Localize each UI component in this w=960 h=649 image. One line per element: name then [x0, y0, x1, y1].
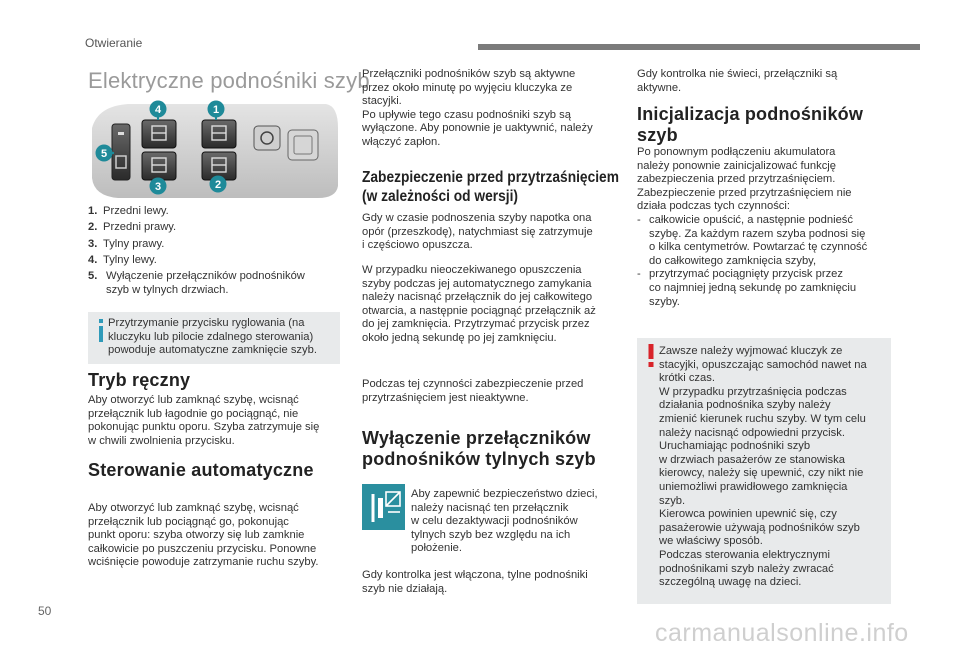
text-line: zmienić kierunek ruchu szyby. W tym celu	[659, 412, 866, 425]
text-line: położenie.	[411, 542, 463, 555]
text-line: całkowicie po puszczeniu przycisku. Ponowne	[88, 542, 317, 555]
text-line: punkt oporu: szyba otworzy się lub zamknie	[88, 529, 305, 542]
manual-mode-heading: Tryb ręczny	[88, 370, 191, 390]
switch-rear-left	[142, 120, 176, 148]
text-line: we właściwy sposób.	[659, 535, 763, 548]
child-lock-icon	[362, 484, 405, 530]
anti-pinch-text-1	[362, 212, 627, 253]
text-line: uniemożliwi prawidłowego zamknięcia	[659, 480, 848, 493]
text-line: Kierowca powinien upewnić się, czy	[659, 508, 837, 521]
svg-text:3: 3	[154, 181, 162, 193]
text-line: Gdy kontrolka jest włączona, tylne podnośniki	[362, 569, 588, 581]
text-line: Gdy kontrolka nie świeci, przełączniki są	[637, 68, 838, 80]
info-icon	[96, 318, 106, 346]
text-line: Podczas tej czynności zabezpieczenie przed	[362, 378, 584, 390]
text-line: Po upływie tego czasu podnośniki szyb są	[362, 108, 571, 121]
text-line: Przełączniki podnośników szyb są aktywne	[362, 68, 576, 80]
info-text-line: Przytrzymanie przycisku ryglowania (na	[108, 317, 305, 329]
text-line: w drzwiach pasażerów ze stanowiska	[659, 453, 845, 466]
window-switch-figure	[88, 98, 340, 201]
text-line: szyby podczas jej automatycznego zamykania	[362, 277, 592, 290]
text-line: Aby otworzyć lub zamknąć szybę, wcisnąć	[88, 394, 299, 406]
text-line: działa podczas tych czynności:	[637, 200, 790, 213]
activation-text	[362, 68, 627, 150]
text-line: Zabezpieczenie przed przytrzaśnięciem nie	[637, 186, 852, 199]
page-title: Elektryczne podnośniki szyb	[88, 68, 370, 93]
text-line: Uruchamiając podnośniki szyb	[659, 440, 811, 453]
auto-mode-text	[88, 502, 348, 570]
text-line: należy nacisnąć odpowiedni przycisk.	[659, 426, 845, 439]
text-line: Zawsze należy wyjmować kluczyk ze	[659, 345, 843, 357]
indicator-off-text	[637, 68, 897, 95]
watermark: carmanualsonline.info	[655, 619, 909, 647]
initialization-heading	[637, 104, 863, 146]
text-line: Podczas sterowania elektrycznymi	[659, 548, 830, 561]
callout-2	[210, 176, 227, 193]
manual-mode-text	[88, 394, 348, 448]
legend-item: 2. Przedni prawy.	[88, 221, 177, 234]
section-label: Otwieranie	[85, 36, 143, 50]
page-number: 50	[38, 604, 52, 618]
callout-3	[150, 178, 167, 195]
initialization-text	[637, 146, 899, 309]
text-line: Po ponownym podłączeniu akumulatora	[637, 146, 836, 158]
legend-item: 4. Tylny lewy.	[88, 253, 157, 266]
svg-text:1: 1	[212, 104, 220, 116]
text-line: wyłączone. Aby ponownie je uaktywnić, należy	[362, 122, 593, 135]
svg-text:5: 5	[100, 148, 108, 160]
text-line: przełącznik lub łagodnie go pociągnąć, nie	[88, 407, 299, 420]
header-bar	[478, 44, 920, 50]
text-line: Gdy w czasie podnoszenia szyby napotka ona	[362, 212, 592, 224]
list-item: - całkowicie opuścić, a następnie podnieść szybę. Za każdym razem szyba podnosi się o kilka centymetrów. Powtarzać tę czynność do całkowitego zamknięcia szyby,	[637, 213, 868, 267]
text-line: włączyć zapłon.	[362, 135, 441, 148]
anti-pinch-text-2	[362, 264, 627, 346]
info-box	[88, 312, 340, 364]
heading-line: szyb	[637, 125, 678, 145]
info-text-line: powoduje automatyczne zamknięcie szyb.	[108, 344, 317, 357]
text-line: krótki czas.	[659, 372, 715, 385]
initialization-steps	[637, 214, 899, 309]
text-line: aktywne.	[637, 81, 682, 94]
text-line: wciśnięcie powoduje zatrzymanie ruchu szyby.	[88, 556, 319, 569]
text-line: otwarcia, a następnie pociągnąć przełącznik aż	[362, 304, 596, 317]
text-line: w chwili zwolnienia przycisku.	[88, 434, 235, 447]
text-line: Aby zapewnić bezpieczeństwo dzieci,	[411, 488, 598, 500]
rear-switch-heading	[362, 428, 596, 470]
text-line: przytrzaśnięciem jest nieaktywne.	[362, 391, 529, 404]
rear-switch-text	[411, 488, 631, 556]
text-line: zabezpieczenia przed przytrzaśnięciem.	[637, 173, 836, 186]
text-line: kierowcy, należy się upewnić, czy nikt nie	[659, 467, 864, 480]
switch-rear-right	[142, 152, 176, 180]
heading-line: Wyłączenie przełączników	[362, 428, 591, 448]
rear-switch-note	[362, 569, 627, 596]
heading-line: podnośników tylnych szyb	[362, 449, 596, 469]
text-line: około jedną sekundę po jej zamknięciu.	[362, 331, 557, 344]
text-line: w celu dezaktywacji podnośników	[411, 515, 578, 528]
text-line: podnośnikami szyb należy zwracać	[659, 562, 834, 575]
warning-box	[637, 338, 891, 604]
list-item: - przytrzymać pociągnięty przycisk przez co najmniej jedną sekundę po zamknięciu szyby.	[637, 268, 857, 308]
text-line: W przypadku nieoczekiwanego opuszczenia	[362, 264, 582, 276]
text-line: przełącznik lub pociągnąć go, pokonując	[88, 515, 289, 528]
text-line: szyb.	[659, 494, 686, 507]
text-line: pokonując punktu oporu. Szyba zatrzymuje się	[88, 421, 320, 434]
switch-front-left	[202, 120, 236, 148]
legend-item: 3. Tylny prawy.	[88, 237, 165, 250]
text-line: pasażerowie używają podnośników szyb	[659, 521, 860, 534]
text-line: należy ponownie zainicjalizować funkcję	[637, 159, 836, 172]
text-line: przez około minutę po wyjęciu kluczyka ze	[362, 81, 573, 94]
text-line: opór (przeszkodę), natychmiast się zatrzymuje	[362, 225, 593, 238]
text-line: szyb nie działają.	[362, 582, 448, 595]
text-line: należy nacisnąć ten przełącznik	[411, 501, 569, 514]
auto-mode-heading: Sterowanie automatyczne	[88, 460, 314, 480]
heading-line: Inicjalizacja podnośników	[637, 104, 864, 124]
window-switch-illustration	[88, 98, 340, 201]
text-line: stacyjki, opuszczając samochód nawet na	[659, 358, 867, 371]
anti-pinch-heading	[362, 168, 661, 206]
svg-text:4: 4	[154, 104, 162, 116]
text-line: szczególną uwagę na dzieci.	[659, 576, 802, 589]
legend-item: 5. Wyłączenie przełączników podnośników szyb w tylnych drzwiach.	[88, 270, 305, 296]
svg-text:2: 2	[214, 179, 222, 191]
heading-line: Zabezpieczenie przed przytrzaśnięciem	[362, 169, 619, 186]
heading-line: (w zależności od wersji)	[362, 188, 518, 205]
text-line: działania podnośnika szyby należy	[659, 399, 831, 412]
text-line: do jej zamknięcia. Przytrzymać przycisk przez	[362, 318, 590, 331]
text-line: i częściowo opuszcza.	[362, 239, 473, 252]
anti-pinch-text-3	[362, 378, 627, 405]
legend-item: 1. Przedni lewy.	[88, 205, 169, 217]
text-line: należy nacisnąć przełącznik do jej całkowitego	[362, 291, 593, 304]
warning-icon	[647, 342, 655, 374]
text-line: W przypadku przytrzaśnięcia podczas	[659, 385, 847, 398]
switch-legend	[88, 203, 340, 297]
text-line: Aby otworzyć lub zamknąć szybę, wcisnąć	[88, 502, 299, 514]
text-line: stacyjki.	[362, 95, 402, 108]
info-text-line: kluczyku lub pilocie zdalnego sterowania)	[108, 330, 314, 343]
text-line: tylnych szyb bez względu na ich	[411, 528, 571, 541]
mirror-control	[254, 126, 280, 150]
